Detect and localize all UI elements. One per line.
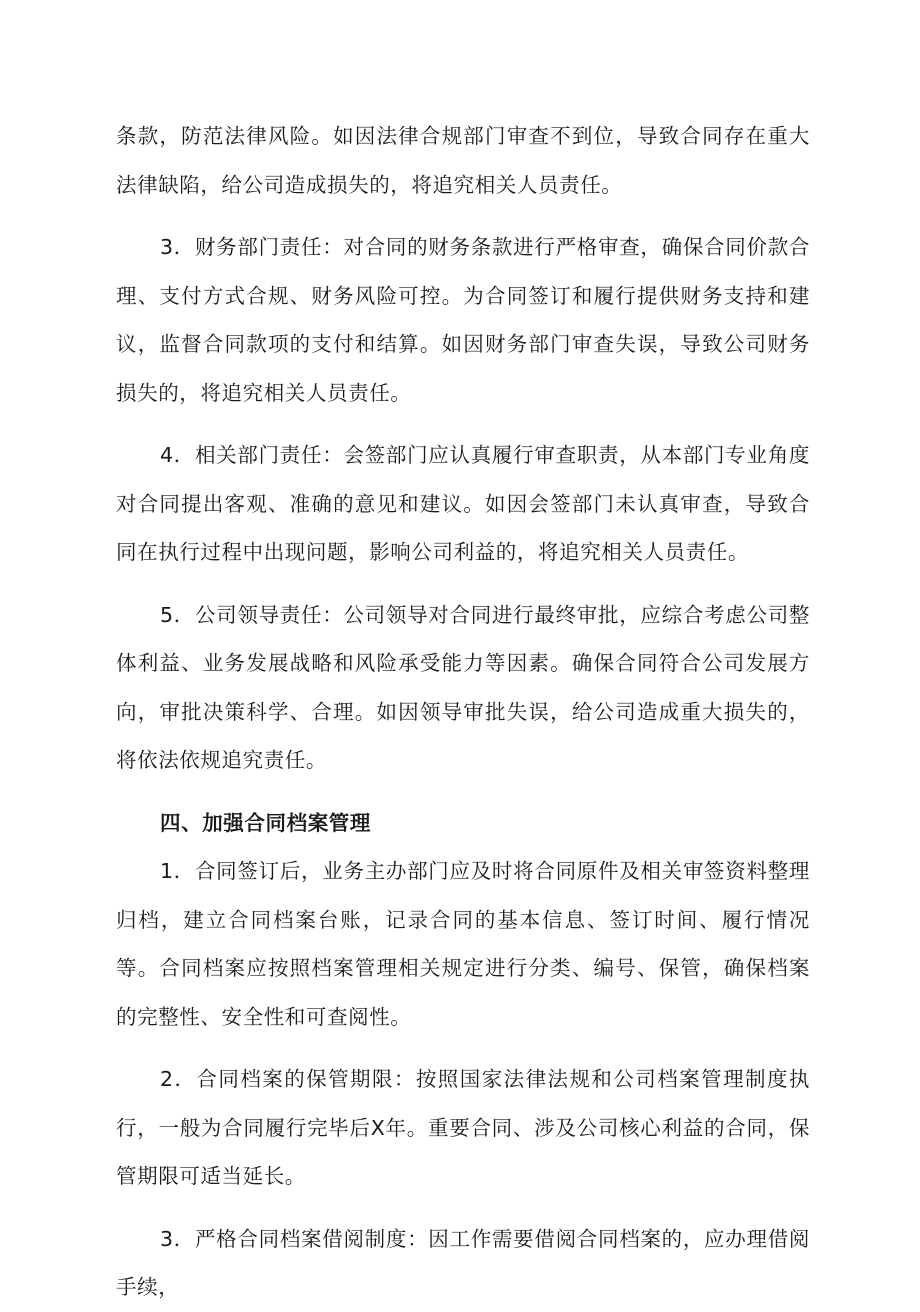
paragraph-gap bbox=[116, 1201, 810, 1215]
paragraph-legal-dept-continuation: 条款，防范法律风险。如因法律合规部门审查不到位，导致合同存在重大法律缺陷，给公司造成损失的，将追究相关人员责任。 bbox=[116, 124, 810, 197]
paragraph-finance-dept-responsibility: 3．财务部门责任：对合同的财务条款进行严格审查，确保合同价款合理、支付方式合规、财务风险可控。为合同签订和履行提供财务支持和建议，监督合同款项的支付和结算。如因财务部门审查失误，导致公司财务损失的，将追究相关人员责任。 bbox=[116, 235, 810, 405]
paragraph-gap bbox=[116, 1041, 810, 1055]
paragraph-leadership-responsibility: 5．公司领导责任：公司领导对合同进行最终审批，应综合考虑公司整体利益、业务发展战略和风险承受能力等因素。确保合同符合公司发展方向，审批决策科学、合理。如因领导审批失误，给公司造成重大损失的，将依法依规追究责任。 bbox=[116, 602, 810, 772]
paragraph-gap bbox=[116, 417, 810, 431]
paragraph-gap bbox=[116, 209, 810, 223]
paragraph-gap bbox=[116, 577, 810, 591]
paragraph-gap bbox=[116, 785, 810, 799]
document-page bbox=[116, 112, 810, 1312]
section-heading-contract-archives: 四、加强合同档案管理 bbox=[160, 810, 371, 835]
paragraph-related-dept-responsibility: 4．相关部门责任：会签部门应认真履行审查职责，从本部门专业角度对合同提出客观、准确的意见和建议。如因会签部门未认真审查，导致合同在执行过程中出现问题，影响公司利益的，将追究相关人员责任。 bbox=[116, 443, 810, 564]
paragraph-archive-filing: 1．合同签订后，业务主办部门应及时将合同原件及相关审签资料整理归档，建立合同档案台账，记录合同的基本信息、签订时间、履行情况等。合同档案应按照档案管理相关规定进行分类、编号、保管，确保档案的完整性、安全性和可查阅性。 bbox=[116, 859, 810, 1029]
paragraph-archive-borrowing-rules: 3．严格合同档案借阅制度：因工作需要借阅合同档案的，应办理借阅手续， bbox=[116, 1226, 810, 1299]
paragraph-archive-retention-period: 2．合同档案的保管期限：按照国家法律法规和公司档案管理制度执行，一般为合同履行完毕后X年。重要合同、涉及公司核心利益的合同，保管期限可适当延长。 bbox=[116, 1067, 810, 1188]
